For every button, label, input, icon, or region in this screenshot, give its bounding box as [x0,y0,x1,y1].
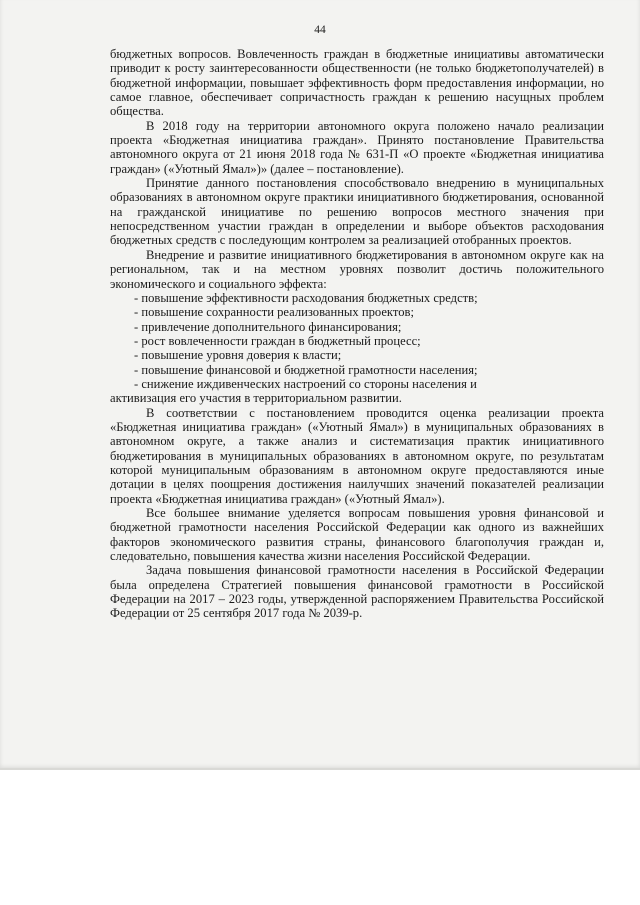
paragraph-assessment: В соответствии с постановлением проводится оценка реализации проекта «Бюджетная инициатива граждан» («Уютный Ямал») в муниципальных образованиях в автономном округе, а также анализ и систематизация практик инициативного бюджетирования в муниципальных образованиях в автономном округе, по результатам которой муниципальным образованиям в автономном округе предоставляются иные дотации в целях поощрения достижения наилучших значений показателей реализации проекта «Бюджетная инициатива граждан» («Уютный Ямал»). [110,405,604,506]
list-item: - привлечение дополнительного финансирования; [134,319,402,334]
effects-list [110,291,604,391]
list-item: - рост вовлеченности граждан в бюджетный процесс; [134,333,421,348]
page-number: 44 [314,24,326,36]
paragraph-resolution-adoption: Принятие данного постановления способствовало внедрению в муниципальных образованиях в автономном округе практики инициативного бюджетирования, основанной на гражданской инициативе по решению вопросов местного значения при непосредственном участии граждан в определении и выборе объектов расходования бюджетных средств с последующим контролем за реализацией отобранных проектов. [110,176,604,248]
list-item: - повышение уровня доверия к власти; [134,348,342,363]
paragraph-implementation-effect: Внедрение и развитие инициативного бюджетирования в автономном округе как на региональном, так и на местном уровнях позволит достичь положительного экономического и социального эффекта: [110,247,604,291]
paragraph-budget-issues: бюджетных вопросов. Вовлеченность граждан в бюджетные инициативы автоматически приводит к росту заинтересованности общественности (не только бюджетополучателей) в бюджетной информации, повышает эффективность форм предоставления информации, но самое главное, обеспечивает сопричастность граждан к решению насущных проблем общества. [110,47,604,119]
effects-continuation: активизация его участия в территориальном развитии. [110,391,402,406]
list-item: - повышение сохранности реализованных проектов; [134,305,414,320]
list-item: - снижение иждивенческих настроений со стороны населения и [134,376,477,391]
page-body [110,47,604,621]
paragraph-project-start: В 2018 году на территории автономного округа положено начало реализации проекта «Бюджетная инициатива граждан». Принято постановление Правительства автономного округа от 21 июня 2018 года № 631-П «О проекте «Бюджетная инициатива граждан» («Уютный Ямал»)» (далее – постановление). [110,118,604,176]
list-item: - повышение финансовой и бюджетной грамотности населения; [134,362,478,377]
list-item: - повышение эффективности расходования бюджетных средств; [134,290,478,305]
paragraph-strategy: Задача повышения финансовой грамотности населения в Российской Федерации была определена Стратегией повышения финансовой грамотности в Российской Федерации на 2017 – 2023 годы, утвержденной распоряжением Правительства Российской Федерации от 25 сентября 2017 года № 2039-р. [110,563,604,621]
paragraph-financial-literacy: Все большее внимание уделяется вопросам повышения уровня финансовой и бюджетной грамотности населения Российской Федерации как одного из важнейших факторов экономического развития страны, финансового благополучия граждан и, следовательно, повышения качества жизни населения Российской Федерации. [110,506,604,564]
